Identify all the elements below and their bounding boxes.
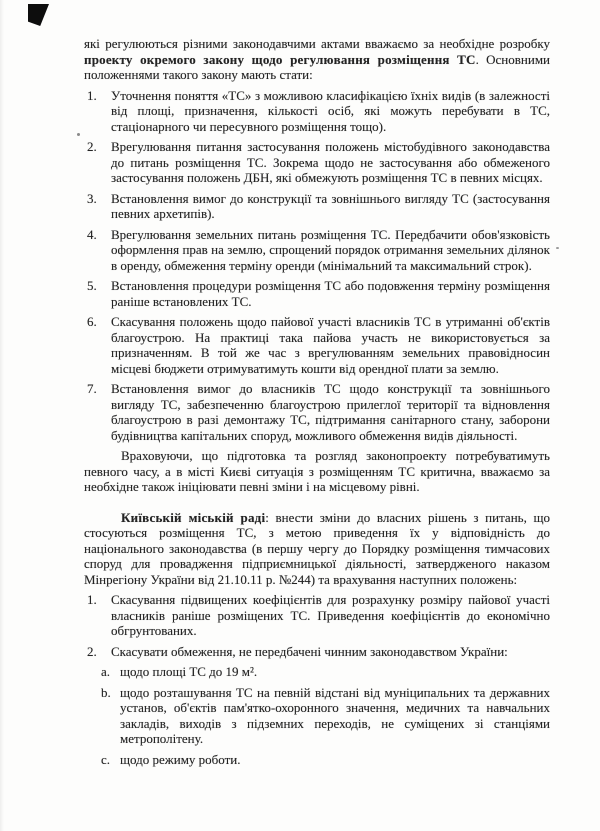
law-item-4 — [84, 227, 550, 274]
item-text: Встановлення вимог до власників ТС щодо конструкції та зовнішнього вигляду ТС, забезпеченню благоустрою прилеглої території та відновлення благоустрою в разі демонтажу ТС, підтримання санітарного стану, заборони будівництва капітальних споруд, можливого обмеження видів діяльності. — [111, 381, 550, 443]
kyiv-council-bold: Київській міській раді — [121, 509, 266, 525]
item-letter: a. — [101, 664, 111, 679]
intro-text-before: які регулюються різними законодавчими актами вважаємо за необхідне розробку — [84, 36, 550, 51]
item-text: Врегулювання земельних питань розміщення ТС. Передбачити обов'язковість оформлення прав на землю, спрощений порядок отримання земельних ділянок в оренду, обмеження терміну оренди (мінімальний та максимальний строк). — [111, 226, 550, 273]
item-text: Встановлення процедури розміщення ТС або подовження терміну розміщення раніше встановлених ТС. — [111, 278, 550, 309]
intro-paragraph — [84, 36, 550, 83]
law-items-list — [84, 88, 550, 444]
kyiv-council-text: : внести зміни до власних рішень з питань, що стосуються розміщення ТС, з метою приведення їх у відповідність до національного законодавства (в першу чергу до Порядку розміщення тимчасових споруд для провадження підприємницької діяльності, затвердженого наказом Мінрегіону України від 21.10.11 р. №244) та врахування наступних положень: — [84, 509, 550, 587]
item-number: 2. — [87, 643, 97, 659]
scan-corner-artifact — [28, 4, 49, 26]
item-number: 1. — [87, 592, 97, 607]
item-text: Уточнення поняття «ТС» з можливою класифікацією їхніх видів (в залежності від площі, призначення, кількості осіб, які можуть перебувати в ТС, стаціонарного чи пересувного розміщення тощо). — [111, 87, 550, 134]
item-text: Встановлення вимог до конструкції та зовнішнього вигляду ТС (застосування певних архетипів). — [111, 190, 550, 221]
item-number: 4. — [87, 226, 97, 242]
law-item-2 — [84, 139, 550, 186]
sub-item-c — [84, 752, 550, 768]
city-item-1 — [84, 592, 550, 639]
law-item-5 — [84, 278, 550, 309]
kyiv-council-paragraph — [84, 510, 550, 588]
item-text: щодо розташування ТС на певній відстані від муніципальних та державних установ, об'єктів пам'ятко-охоронного значення, медичних та навчальних закладів, виходів з підземних переходів, не суміщених зі станціями метрополітену. — [120, 684, 550, 746]
city-items-list — [84, 592, 550, 659]
item-letter: b. — [101, 684, 111, 700]
sub-item-b — [84, 685, 550, 747]
item-text: щодо площі ТС до 19 м². — [120, 664, 258, 679]
law-item-7 — [84, 381, 550, 443]
item-number: 7. — [87, 381, 97, 396]
scan-speck — [556, 247, 559, 249]
item-number: 1. — [87, 87, 97, 103]
law-item-3 — [84, 191, 550, 222]
considering-paragraph: Враховуючи, що підготовка та розгляд законопроекту потребуватимуть певного часу, а в місті Києві ситуація з розміщенням ТС критична, вважаємо за необхідне також ініціювати певні зміни і на місцевому рівні. — [84, 448, 550, 494]
item-text: щодо режиму роботи. — [120, 751, 241, 767]
law-item-1 — [84, 88, 550, 135]
intro-text-after: . Основними положеннями такого закону мають стати: — [84, 51, 551, 82]
law-item-6 — [84, 314, 550, 376]
item-text: Скасування підвищених коефіцієнтів для розрахунку розміру пайової участі власників раніше розміщених ТС. Приведення коефіцієнтів до економічно обгрунтованих. — [111, 592, 550, 638]
intro-text-bold: проекту окремого закону щодо регулювання розміщення ТС — [84, 51, 476, 67]
item-number: 3. — [87, 190, 97, 206]
item-text: Скасувати обмеження, не передбачені чинним законодавством України: — [111, 643, 508, 659]
city-sub-items-list — [84, 664, 550, 767]
item-letter: c. — [101, 751, 111, 767]
item-text: Врегулювання питання застосування положень містобудівного законодавства до питань розміщення ТС. Зокрема щодо не застосування або обмеженого застосування положень ДБН, які обмежують розміщення ТС в певних місцях. — [111, 139, 550, 185]
item-number: 5. — [87, 278, 97, 293]
city-item-2 — [84, 644, 550, 660]
item-number: 2. — [87, 139, 97, 154]
scan-speck — [77, 133, 80, 136]
sub-item-a — [84, 664, 550, 680]
item-text: Скасування положень щодо пайової участі власників ТС в утриманні об'єктів благоустрою. На практиці така пайова участь не використовується за призначенням. В той же час з врегулюванням земельних правовідносин місцеві бюджети отримуватимуть кошти від орендної плати за землю. — [111, 314, 550, 376]
document-content — [84, 36, 550, 772]
item-number: 6. — [87, 314, 97, 329]
